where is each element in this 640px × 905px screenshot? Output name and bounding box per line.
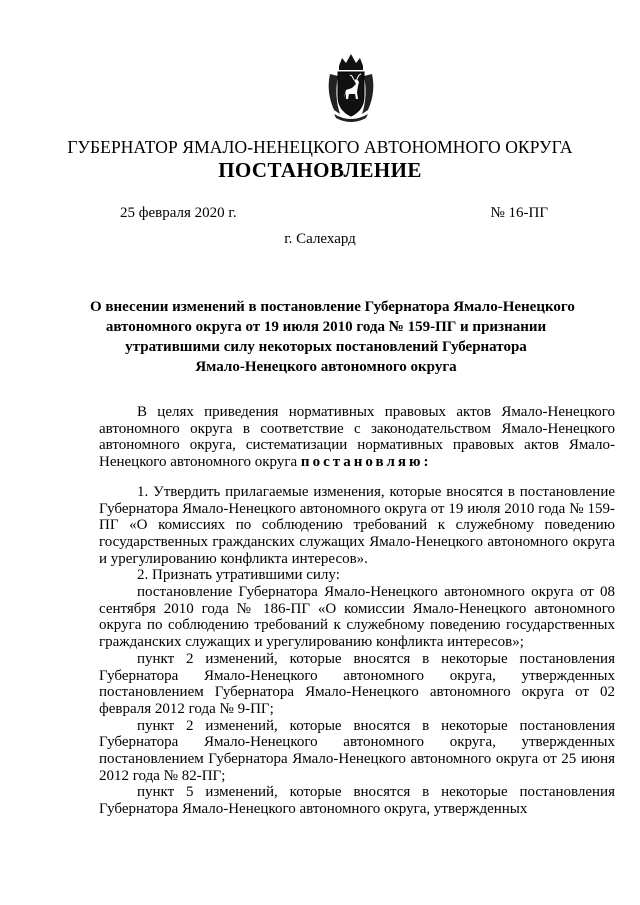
document-body — [99, 404, 615, 818]
document-city: г. Салехард — [284, 231, 356, 247]
document-number: № 16-ПГ — [490, 205, 548, 221]
item-2: 2. Признать утратившими силу: — [137, 567, 340, 584]
title-line: автономного округа от 19 июля 2010 года № 159-ПГ и признании — [105, 319, 547, 335]
decree-word: постановляю: — [300, 454, 432, 471]
sub-item-3: пункт 2 изменений, которые вносятся в некоторые постановления Губернатора Ямало-Ненецкого автономного округа, утвержденных постановлением Губернатора Ямало-Ненецкого автономного округа от 25 июня 2012 года № 82-ПГ; — [99, 717, 615, 784]
issuing-authority: ГУБЕРНАТОР ЯМАЛО-НЕНЕЦКОГО АВТОНОМНОГО ОКРУГА — [67, 137, 573, 157]
document-date: 25 февраля 2020 г. — [120, 205, 237, 221]
sub-item-4: пункт 5 изменений, которые вносятся в некоторые постановления Губернатора Ямало-Ненецкого автономного округа, утвержденных — [99, 784, 615, 818]
document-title — [90, 297, 575, 377]
title-line: Ямало-Ненецкого автономного округа — [195, 359, 457, 375]
sub-item-2: пункт 2 изменений, которые вносятся в некоторые постановления Губернатора Ямало-Ненецкого автономного округа, утвержденных постановлением Губернатора Ямало-Ненецкого автономного округа от 02 февраля 2012 года № 9-ПГ; — [99, 650, 615, 717]
document-type: ПОСТАНОВЛЕНИЕ — [218, 158, 422, 182]
preamble-paragraph — [99, 404, 615, 471]
item-1: 1. Утвердить прилагаемые изменения, которые вносятся в постановление Губернатора Ямало-Ненецкого автономного округа от 19 июля 2010 года № 159-ПГ «О комиссиях по соблюдению требований к служебному поведению государственных гражданских служащих Ямало-Ненецкого автономного округа и урегулированию конфликта интересов». — [99, 483, 615, 567]
title-line: утратившими силу некоторых постановлений Губернатора — [125, 339, 527, 355]
sub-item-1: постановление Губернатора Ямало-Ненецкого автономного округа от 08 сентября 2010 года № 186-ПГ «О комиссии Ямало-Ненецкого автономного округа по соблюдению требований к служебному поведению государственных гражданских служащих и урегулированию конфликта интересов»; — [99, 584, 615, 651]
title-line: О внесении изменений в постановление Губернатора Ямало-Ненецкого — [90, 299, 575, 315]
preamble-text: В целях приведения нормативных правовых актов Ямало-Ненецкого автономного округа в соответствие с законодательством Ямало-Ненецкого автономного округа, систематизации нормативных правовых актов Ямало-Ненецкого автономного округа — [99, 404, 615, 471]
coat-of-arms-emblem — [324, 52, 378, 124]
